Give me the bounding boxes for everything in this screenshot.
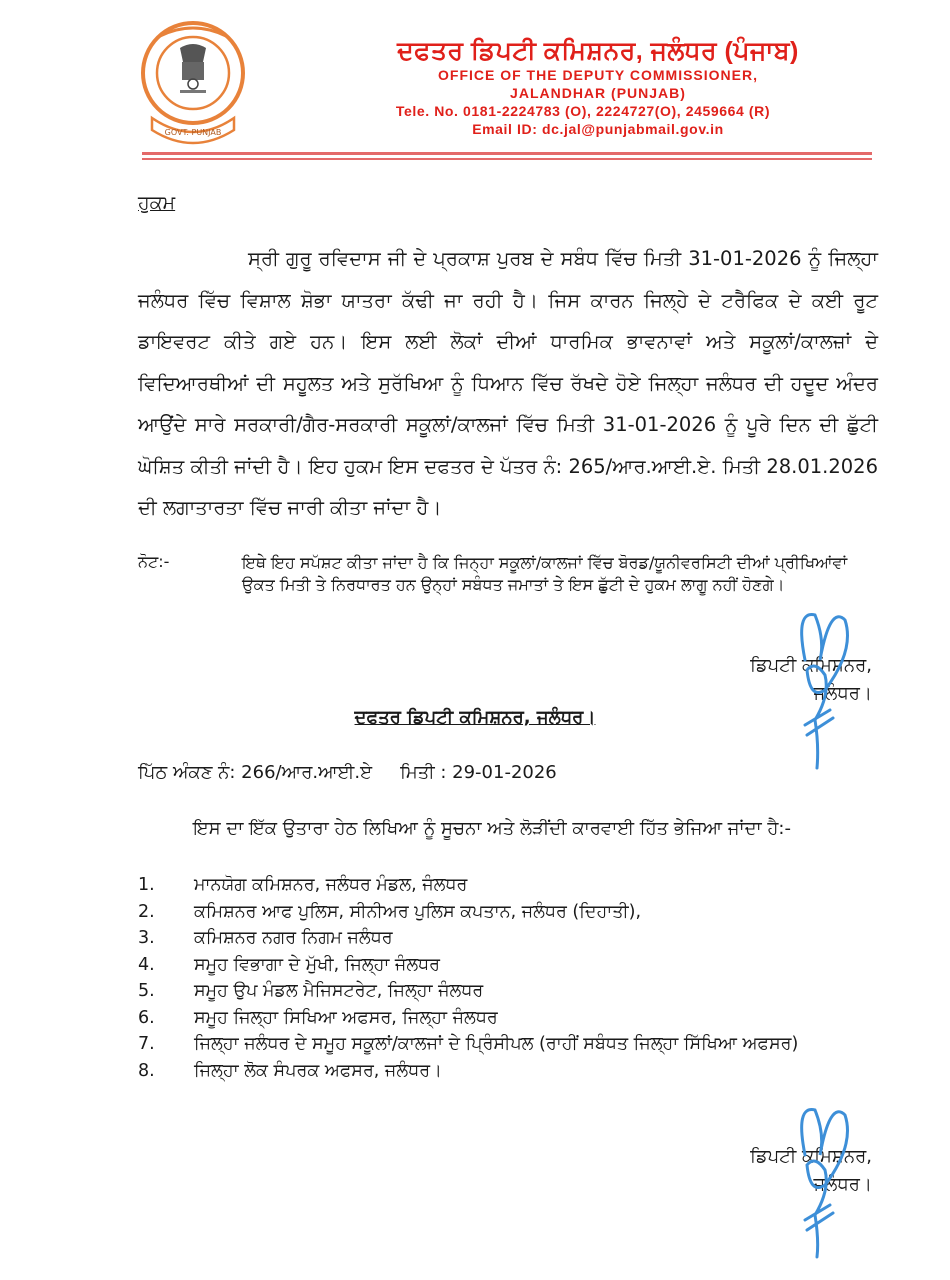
memo-date: ਮਿਤੀ : 29-01-2026 [400,762,557,783]
note-label: ਨੋਟ:- [138,552,170,571]
list-item: 3. ਕਮਿਸ਼ਨਰ ਨਗਰ ਨਿਗਮ ਜਲੰਧਰ [138,928,393,948]
recipient-list [138,872,798,1084]
list-item: 6. ਸਮੂਹ ਜਿਲ੍ਹਾ ਸਿਖਿਆ ਅਫਸਰ, ਜਿਲ੍ਹਾ ਜੰਲਧਰ [138,1007,498,1028]
header-divider-bottom [142,158,872,160]
svg-text:GOVT. PUNJAB: GOVT. PUNJAB [164,128,222,137]
telephone-numbers: Tele. No. 0181-2224783 (O), 2224727(O), 2459664 (R) [395,103,771,119]
handwritten-signature-icon [785,600,855,770]
list-item: 2. ਕਮਿਸ਼ਨਰ ਆਫ ਪੁਲਿਸ, ਸੀਨੀਅਰ ਪੁਲਿਸ ਕਪਤਾਨ, ਜਲੰਧਰ (ਦਿਹਾਤੀ), [138,901,642,922]
order-body [138,238,878,529]
letterhead-text [308,36,888,138]
order-heading: ਹੁਕਮ [138,192,176,214]
endorsement-office-heading: ਦਫਤਰ ਡਿਪਟੀ ਕਮਿਸ਼ਨਰ, ਜਲੰਧਰ। [354,707,596,728]
email-id: Email ID: dc.jal@punjabmail.gov.in [472,121,724,137]
copy-forwarding-text: ਇਸ ਦਾ ਇੱਕ ਉਤਾਰਾ ਹੇਠ ਲਿਖਿਆ ਨੂੰ ਸੂਚਨਾ ਅਤੇ ਲੋੜੀਂਦੀ ਕਾਰਵਾਈ ਹਿੱਤ ਭੇਜਿਆ ਜਾਂਦਾ ਹੈ:- [193,818,791,839]
signatory-designation: ਡਿਪਟੀ ਕਮਿਸ਼ਨਰ, [750,655,872,676]
signatory-place: ਜਲੰਧਰ। [813,683,872,704]
letterhead [138,18,878,163]
list-item: 4. ਸਮੂਹ ਵਿਭਾਗਾ ਦੇ ਮੁੱਖੀ, ਜਿਲ੍ਹਾ ਜੰਲਧਰ [138,954,441,975]
office-title-english-line1: OFFICE OF THE DEPUTY COMMISSIONER, [438,67,758,83]
list-item: 1. ਮਾਨਯੋਗ ਕਮਿਸ਼ਨਰ, ਜਲੰਧਰ ਮੰਡਲ, ਜੰਲਧਰ [138,875,468,895]
list-item: 5. ਸਮੂਹ ਉਪ ਮੰਡਲ ਮੈਜਿਸਟਰੇਟ, ਜਿਲ੍ਹਾ ਜੰਲਧਰ [138,981,484,1001]
office-title-punjabi: ਦਫਤਰ ਡਿਪਟੀ ਕਮਿਸ਼ਨਰ, ਜਲੰਧਰ (ਪੰਜਾਬ) [397,37,799,65]
list-item: 8. ਜਿਲ੍ਹਾ ਲੋਕ ਸੰਪਰਕ ਅਫਸਰ, ਜਲੰਧਰ। [138,1060,442,1081]
endorsement-memo-line [138,762,557,783]
memo-number: ਪਿੱਠ ਅੰਕਣ ਨੰ: 266/ਆਰ.ਆਈ.ਏ [138,762,373,783]
note-text: ਇਥੇ ਇਹ ਸਪੱਸ਼ਟ ਕੀਤਾ ਜਾਂਦਾ ਹੈ ਕਿ ਜਿਨ੍ਹਾ ਸਕੂਲਾਂ/ਕਾਲਜਾਂ ਵਿੱਚ ਬੋਰਡ/ਯੂਨੀਵਰਸਿਟੀ ਦੀਆਂ ਪ੍ਰੀਖਿਆਂਵਾਂ ਉਕਤ ਮਿਤੀ ਤੇ ਨਿਰਧਾਰਤ ਹਨ ਉਨ੍ਹਾਂ ਸਬੰਧਤ ਜਮਾਤਾਂ ਤੇ ਇਸ ਛੁੱਟੀ ਦੇ ਹੁਕਮ ਲਾਗੂ ਨਹੀਂ ਹੋਣਗੇ। [242,553,848,594]
signatory-place: ਜਲੰਧਰ। [813,1174,872,1195]
list-item: 7. ਜਿਲ੍ਹਾ ਜਲੰਧਰ ਦੇ ਸਮੂਹ ਸਕੂਲਾਂ/ਕਾਲਜਾਂ ਦੇ ਪ੍ਰਿੰਸੀਪਲ (ਰਾਹੀਂ ਸਬੰਧਤ ਜਿਲ੍ਹਾ ਸਿੱਖਿਆ ਅਫਸਰ) [138,1034,799,1054]
signatory-designation: ਡਿਪਟੀ ਕਮਿਸ਼ਨਰ, [750,1146,872,1167]
handwritten-signature-icon [785,1095,855,1260]
order-body-text: ਸ੍ਰੀ ਗੁਰੂ ਰਵਿਦਾਸ ਜੀ ਦੇ ਪ੍ਰਕਾਸ਼ ਪੁਰਬ ਦੇ ਸਬੰਧ ਵਿੱਚ ਮਿਤੀ 31-01-2026 ਨੂੰ ਜਿਲ੍ਹਾ ਜਲੰਧਰ ਵਿੱਚ ਵਿਸ਼ਾਲ ਸ਼ੋਭਾ ਯਾਤਰਾ ਕੱਢੀ ਜਾ ਰਹੀ ਹੈ। ਜਿਸ ਕਾਰਨ ਜਿਲ੍ਹੇ ਦੇ ਟਰੈਫਿਕ ਦੇ ਕਈ ਰੂਟ ਡਾਇਵਰਟ ਕੀਤੇ ਗਏ ਹਨ। ਇਸ ਲਈ ਲੋਕਾਂ ਦੀਆਂ ਧਾਰਮਿਕ ਭਾਵਨਾਵਾਂ ਅਤੇ ਸਕੂਲਾਂ/ਕਾਲਜ਼ਾਂ ਦੇ ਵਿਦਿਆਰਥੀਆਂ ਦੀ ਸਹੂਲਤ ਅਤੇ ਸੁਰੱਖਿਆ ਨੂੰ ਧਿਆਨ ਵਿੱਚ ਰੱਖਦੇ ਹੋਏ ਜਿਲ੍ਹਾ ਜਲੰਧਰ ਦੀ ਹਦੂਦ ਅੰਦਰ ਆਉਂਦੇ ਸਾਰੇ ਸਰਕਾਰੀ/ਗੈਰ-ਸਰਕਾਰੀ ਸਕੂਲਾਂ/ਕਾਲਜਾਂ ਵਿੱਚ ਮਿਤੀ 31-01-2026 ਨੂੰ ਪੂਰੇ ਦਿਨ ਦੀ ਛੁੱਟੀ ਘੋਸ਼ਿਤ ਕੀਤੀ ਜਾਂਦੀ ਹੈ। ਇਹ ਹੁਕਮ ਇਸ ਦਫਤਰ ਦੇ ਪੱਤਰ ਨੰ: 265/ਆਰ.ਆਈ.ਏ. ਮਿਤੀ 28.01.2026 ਦੀ ਲਗਾਤਾਰਤਾ ਵਿੱਚ ਜਾਰੀ ਕੀਤਾ ਜਾਂਦਾ ਹੈ। [138,247,878,519]
punjab-govt-emblem-icon [138,18,248,148]
office-title-english-line2: JALANDHAR (PUNJAB) [510,85,686,101]
header-divider-top [142,152,872,155]
